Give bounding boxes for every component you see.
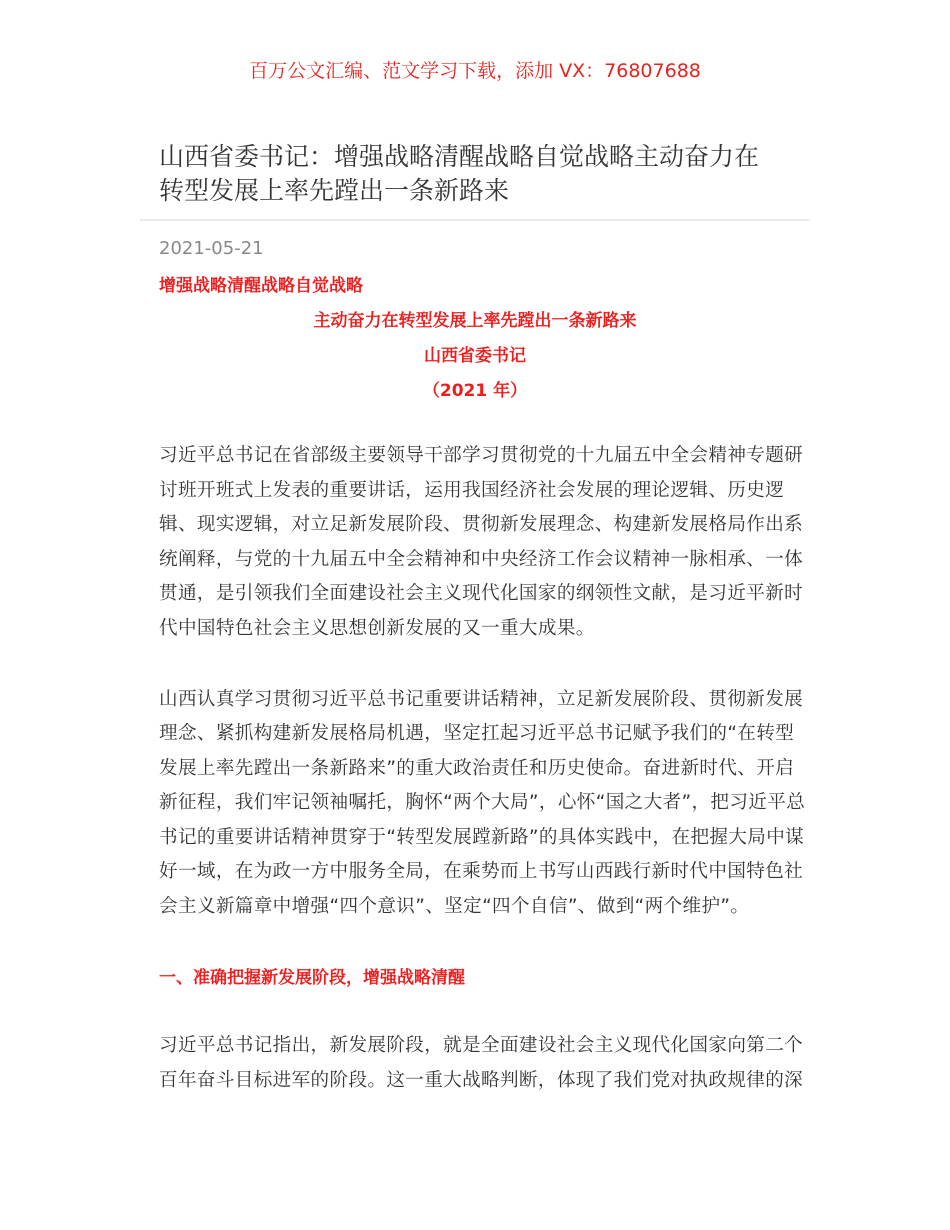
text-line: 新征程，我们牢记领袖嘱托，胸怀“两个大局”，心怀“国之大者”，把习近平总 (159, 792, 806, 813)
text-line: 贯通，是引领我们全面建设社会主义现代化国家的纲领性文献，是习近平新时 (159, 583, 804, 604)
subtitle-line-1: 增强战略清醒战略自觉战略 (159, 276, 363, 296)
publish-date: 2021-05-21 (159, 238, 264, 259)
text-line: 好一域，在为政一方中服务全局，在乘势而上书写山西践行新时代中国特色社 (159, 861, 804, 882)
text-line: 发展上率先蹚出一条新路来”的重大政治责任和历史使命。奋进新时代、开启 (159, 758, 795, 779)
text-line: 代中国特色社会主义思想创新发展的又一重大成果。 (159, 618, 595, 639)
text-line: 山西认真学习贯彻习近平总书记重要讲话精神，立足新发展阶段、贯彻新发展 (159, 689, 804, 710)
title-divider (140, 219, 810, 221)
subtitle-author: 山西省委书记 (424, 346, 526, 366)
section-heading-1: 一、准确把握新发展阶段，增强战略清醒 (159, 968, 465, 988)
text-line: 统阐释，与党的十九届五中全会精神和中央经济工作会议精神一脉相承、一体 (159, 549, 804, 570)
text-line: 习近平总书记在省部级主要领导干部学习贯彻党的十九届五中全会精神专题研 (159, 445, 804, 466)
article-title-line-1: 山西省委书记：增强战略清醒战略自觉战略主动奋力在 (159, 142, 760, 171)
text-line: 理念、紧抓构建新发展格局机遇，坚定扛起习近平总书记赋予我们的“在转型 (159, 723, 795, 744)
text-line: 讨班开班式上发表的重要讲话，运用我国经济社会发展的理论逻辑、历史逻 (159, 480, 785, 501)
subtitle-year: （2021 年） (422, 381, 528, 401)
text-line: 百年奋斗目标进军的阶段。这一重大战略判断，体现了我们党对执政规律的深 (159, 1070, 804, 1091)
subtitle-line-2: 主动奋力在转型发展上率先蹚出一条新路来 (313, 311, 637, 331)
download-banner: 百万公文汇编、范文学习下载，添加 VX：76807688 (249, 60, 701, 82)
text-line: 辑、现实逻辑，对立足新发展阶段、贯彻新发展理念、构建新发展格局作出系 (159, 514, 804, 535)
article-title-line-2: 转型发展上率先蹚出一条新路来 (159, 176, 510, 205)
text-line: 书记的重要讲话精神贯穿于“转型发展蹚新路”的具体实践中，在把握大局中谋 (159, 827, 805, 848)
text-line: 会主义新篇章中增强“四个意识”、坚定“四个自信”、做到“两个维护”。 (159, 896, 750, 917)
text-line: 习近平总书记指出，新发展阶段，就是全面建设社会主义现代化国家向第二个 (159, 1035, 804, 1056)
